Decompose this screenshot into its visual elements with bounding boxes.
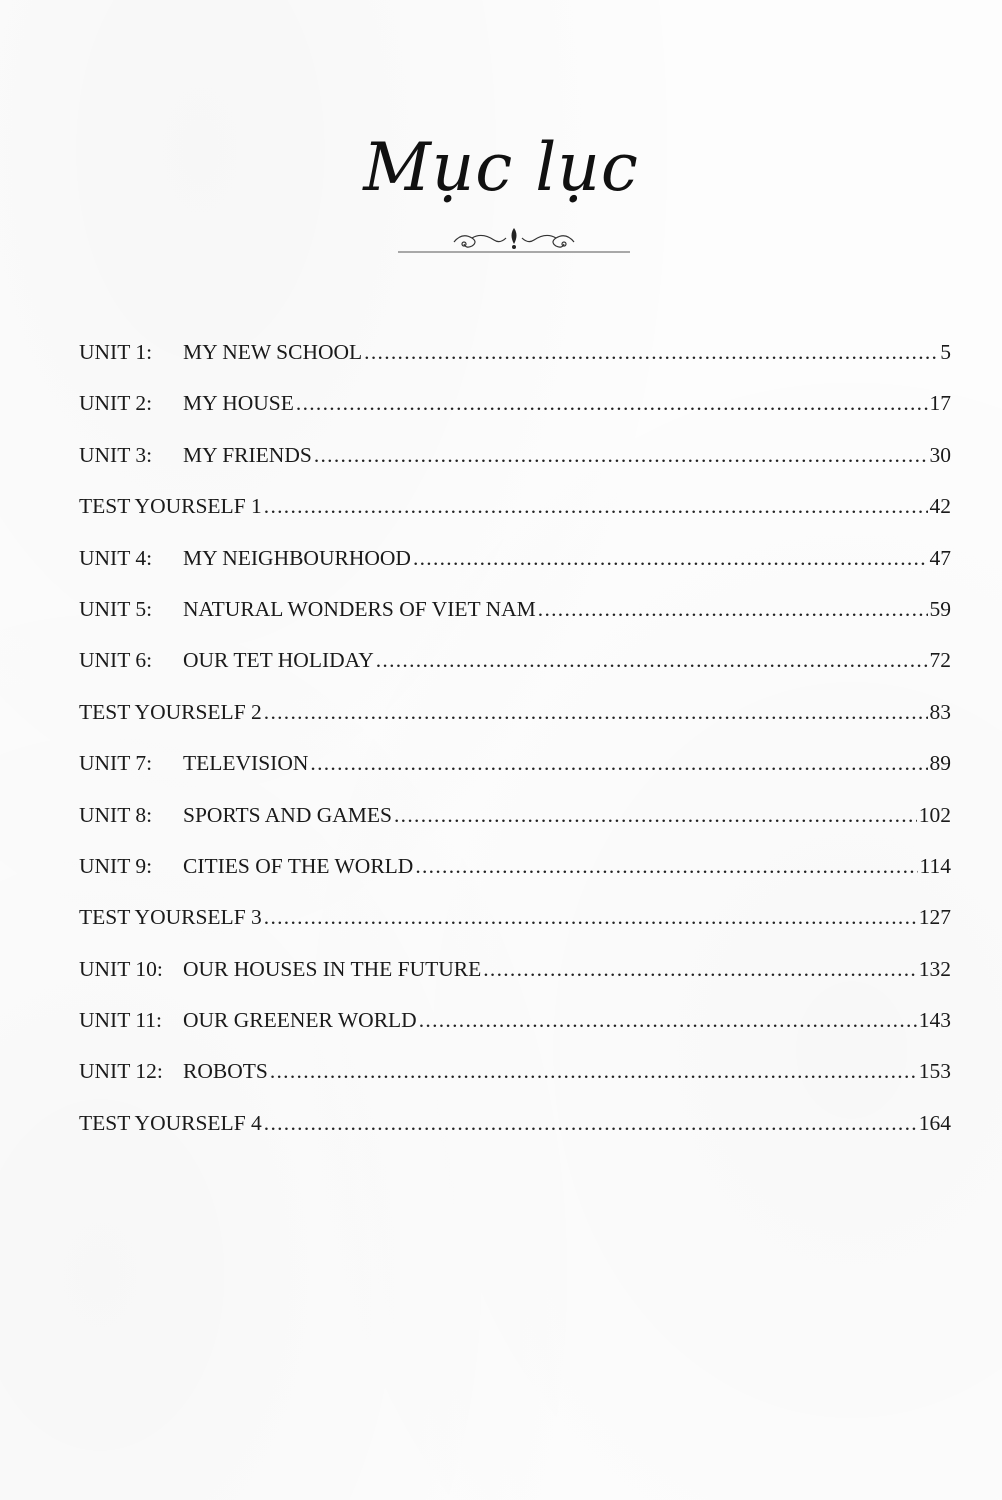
toc-entry[interactable]	[79, 905, 951, 956]
toc-unit-label: UNIT 6:	[79, 648, 153, 673]
toc-entry[interactable]	[79, 957, 951, 1008]
page-title: Mục lục	[363, 129, 639, 206]
toc-title: TEST YOURSELF 2	[79, 699, 262, 724]
toc-unit-label: UNIT 10:	[79, 956, 163, 981]
toc-title: OUR TET HOLIDAY	[183, 648, 374, 673]
toc-unit-label: UNIT 2:	[79, 391, 153, 416]
toc-page-number: 5	[940, 340, 951, 364]
toc-page-number: 83	[929, 699, 951, 724]
toc-dot-leader	[413, 546, 928, 571]
toc-title: MY NEIGHBOURHOOD	[183, 545, 411, 570]
toc-entry[interactable]	[79, 597, 951, 648]
table-of-contents	[79, 340, 951, 1162]
toc-unit-label: UNIT 12:	[79, 1059, 163, 1084]
toc-page-number: 59	[929, 596, 951, 621]
toc-dot-leader	[264, 494, 928, 519]
toc-dot-leader	[364, 340, 938, 365]
toc-entry[interactable]	[79, 1008, 951, 1059]
toc-dot-leader	[376, 648, 928, 673]
toc-page-number: 153	[918, 1059, 951, 1084]
toc-unit-label: UNIT 11:	[79, 1008, 163, 1033]
toc-unit-label: UNIT 5:	[79, 596, 153, 621]
toc-entry[interactable]	[79, 494, 951, 545]
title-container	[0, 129, 1002, 206]
toc-unit-label: UNIT 7:	[79, 751, 153, 776]
toc-dot-leader	[264, 700, 928, 725]
toc-entry[interactable]	[79, 1111, 951, 1162]
toc-entry[interactable]	[79, 803, 951, 854]
toc-title: TELEVISION	[183, 751, 309, 776]
toc-dot-leader	[270, 1059, 917, 1084]
toc-title: TEST YOURSELF 3	[79, 905, 262, 930]
toc-title: CITIES OF THE WORLD	[183, 853, 414, 878]
toc-entry[interactable]	[79, 443, 951, 494]
toc-dot-leader	[483, 957, 917, 982]
toc-entry[interactable]	[79, 546, 951, 597]
toc-page-number: 127	[918, 905, 951, 930]
toc-dot-leader	[538, 597, 928, 622]
toc-page-number: 132	[918, 956, 951, 981]
toc-title: MY FRIENDS	[183, 442, 312, 467]
ornament-divider-icon	[398, 224, 630, 258]
toc-unit-label: UNIT 4:	[79, 545, 153, 570]
toc-page-number: 102	[918, 802, 951, 827]
toc-page-number: 72	[929, 648, 951, 673]
toc-page-number: 17	[929, 391, 951, 416]
toc-page-number: 47	[929, 545, 951, 570]
toc-title: MY HOUSE	[183, 391, 294, 416]
toc-page-number: 89	[929, 751, 951, 776]
toc-entry[interactable]	[79, 391, 951, 442]
toc-page-number: 42	[929, 494, 951, 519]
toc-unit-label: UNIT 8:	[79, 802, 153, 827]
toc-unit-label: UNIT 9:	[79, 853, 153, 878]
toc-title: NATURAL WONDERS OF VIET NAM	[183, 596, 536, 621]
toc-dot-leader	[314, 443, 928, 468]
toc-unit-label: UNIT 3:	[79, 442, 153, 467]
toc-title: OUR HOUSES IN THE FUTURE	[183, 956, 482, 981]
toc-title: OUR GREENER WORLD	[183, 1008, 417, 1033]
toc-page-number: 30	[929, 442, 951, 467]
toc-title: SPORTS AND GAMES	[183, 802, 392, 827]
toc-dot-leader	[394, 803, 917, 828]
toc-entry[interactable]	[79, 648, 951, 699]
toc-dot-leader	[310, 751, 927, 776]
toc-title: TEST YOURSELF 1	[79, 494, 262, 519]
toc-page-number: 164	[918, 1110, 951, 1135]
toc-title: ROBOTS	[183, 1059, 268, 1084]
toc-dot-leader	[419, 1008, 917, 1033]
toc-dot-leader	[415, 854, 917, 879]
toc-dot-leader	[296, 391, 928, 416]
toc-page-number: 114	[919, 853, 951, 878]
toc-entry[interactable]	[79, 340, 951, 391]
toc-entry[interactable]	[79, 751, 951, 802]
toc-entry[interactable]	[79, 854, 951, 905]
toc-entry[interactable]	[79, 1059, 951, 1110]
toc-title: TEST YOURSELF 4	[79, 1110, 262, 1135]
toc-entry[interactable]	[79, 700, 951, 751]
toc-dot-leader	[264, 905, 917, 930]
toc-title: MY NEW SCHOOL	[183, 340, 363, 364]
toc-page-number: 143	[918, 1008, 951, 1033]
toc-dot-leader	[264, 1111, 917, 1136]
toc-unit-label: UNIT 1:	[79, 340, 153, 364]
